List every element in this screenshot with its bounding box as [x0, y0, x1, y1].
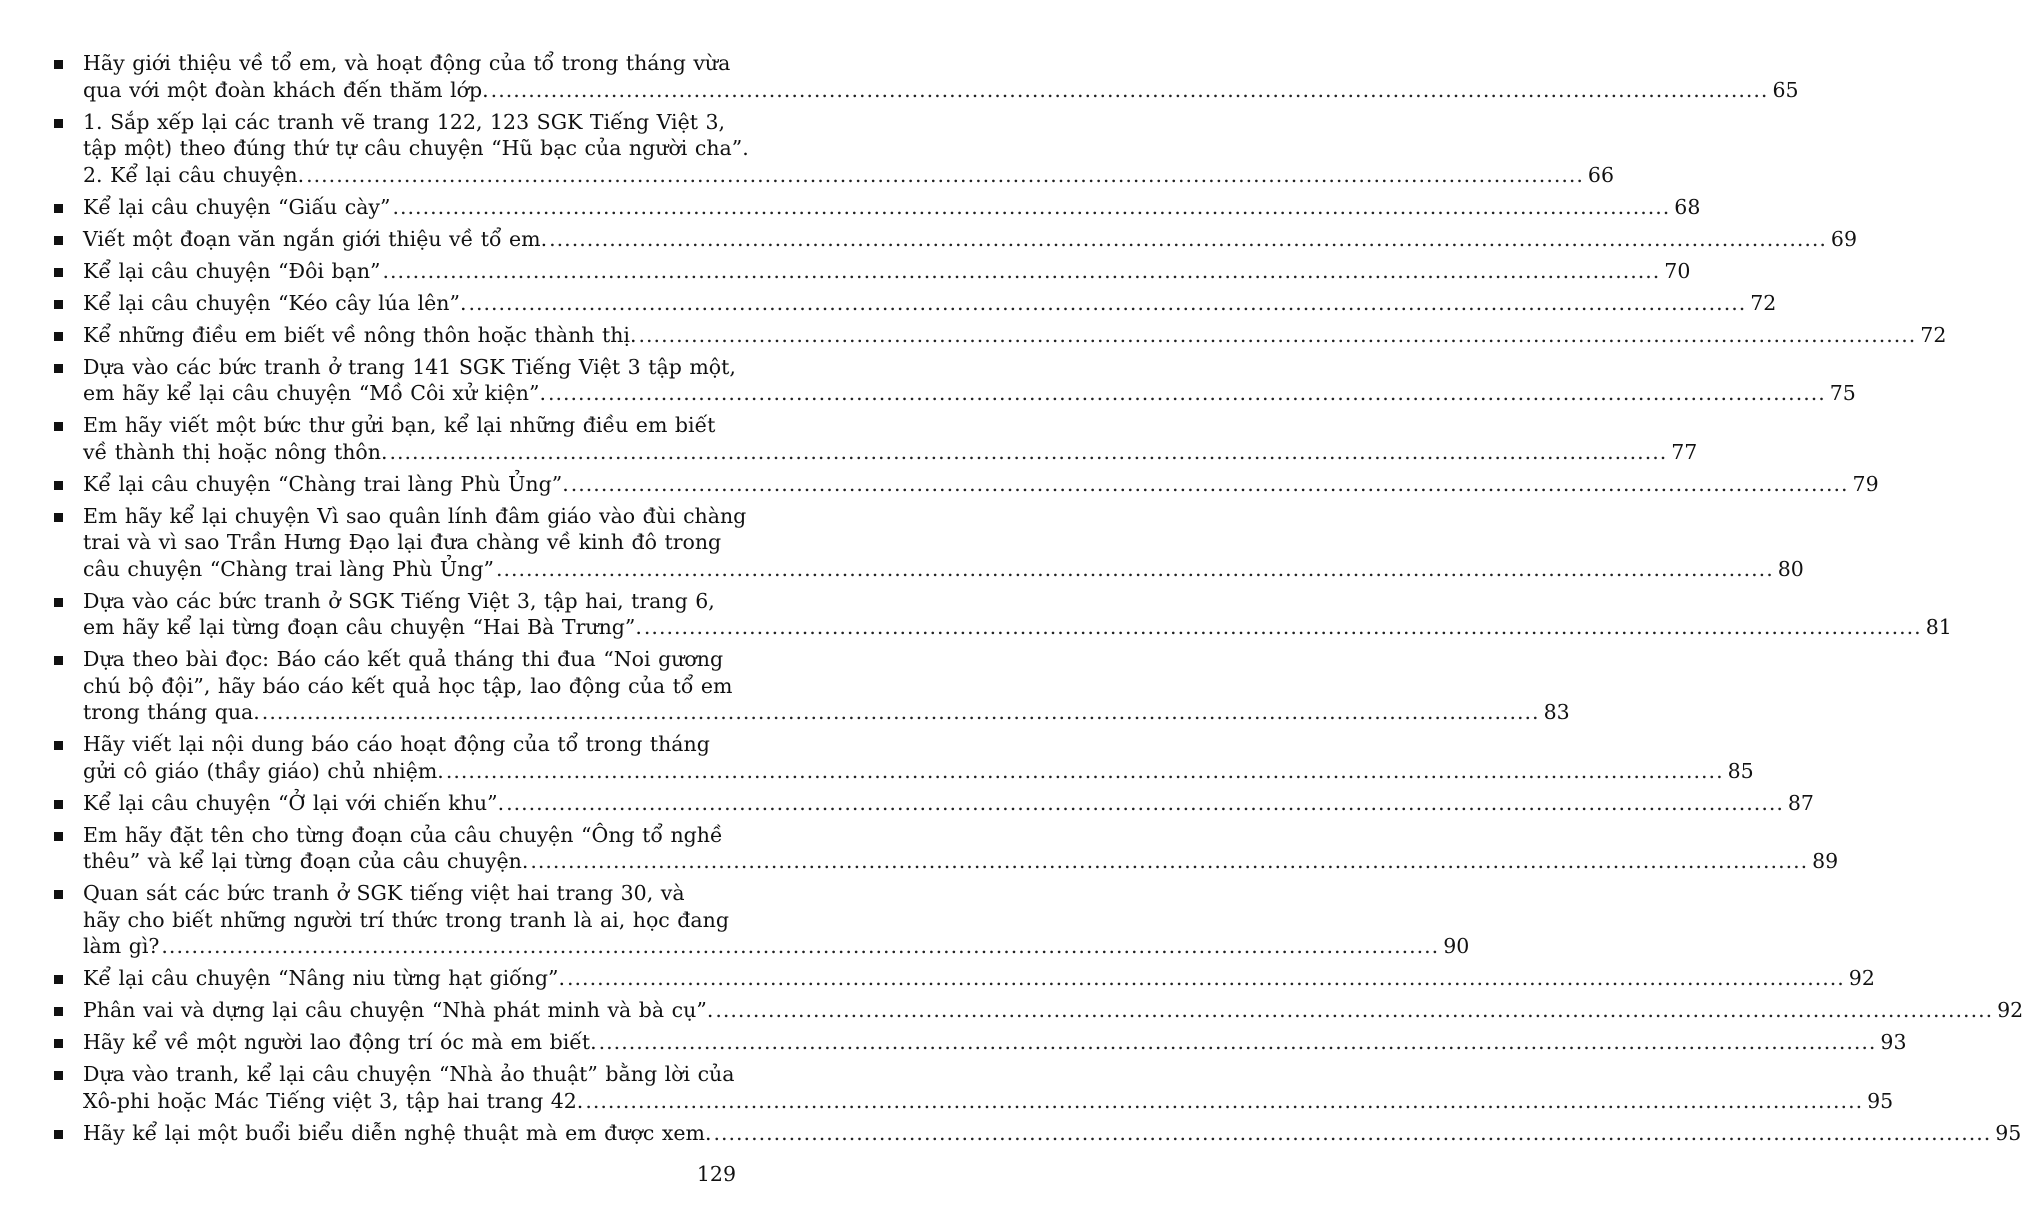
toc-entry-text	[83, 1061, 1893, 1114]
toc-entry-last-line	[83, 758, 1754, 785]
dot-leader	[713, 1120, 1991, 1147]
toc-entry-title: Kể những điều em biết về nông thôn hoặc thành thị.	[83, 322, 637, 347]
toc-entry-page: 95	[1867, 1088, 1894, 1113]
toc-entry-title: Kể lại câu chuyện “Kéo cây lúa lên”.	[83, 290, 467, 315]
toc-entry-title: Xô-phi hoặc Mác Tiếng việt 3, tập hai trang 42.	[83, 1088, 584, 1113]
toc-entry-last-line	[83, 439, 1697, 466]
dot-leader	[530, 848, 1808, 875]
square-bullet-icon	[54, 236, 63, 245]
toc-entry	[52, 226, 1858, 253]
toc-entry-text	[83, 880, 1469, 960]
toc-entry-title: Viết một đoạn văn ngắn giới thiệu về tổ em.	[83, 226, 548, 251]
toc-entry-text	[83, 790, 1814, 817]
toc-entry-text	[83, 1120, 2021, 1147]
toc-entry-title: Kể lại câu chuyện “Chàng trai làng Phù Ủng”.	[83, 471, 569, 496]
toc-entry-page: 80	[1777, 556, 1804, 581]
toc-entry-last-line	[83, 380, 1856, 407]
square-bullet-icon	[54, 422, 63, 431]
dot-leader	[549, 226, 1827, 253]
toc-entry-page: 66	[1587, 162, 1614, 187]
square-bullet-icon	[54, 598, 63, 607]
toc-entry-page: 92	[1997, 998, 2023, 1022]
toc-entry-line: Dựa theo bài đọc: Báo cáo kết quả tháng thi đua “Noi gương	[83, 647, 724, 671]
toc-entry-last-line	[83, 1088, 1893, 1115]
toc-entry-text	[83, 354, 1856, 407]
toc-entry	[52, 790, 1814, 817]
square-bullet-icon	[54, 1130, 63, 1139]
dot-leader	[567, 965, 1845, 992]
toc-entry-last-line	[83, 194, 1700, 221]
toc-entry-last-line	[83, 997, 2023, 1024]
toc-entry	[52, 880, 1470, 960]
square-bullet-icon	[54, 832, 63, 841]
toc-entry-title: em hãy kể lại từng đoạn câu chuyện “Hai Bà Trưng”.	[83, 615, 642, 639]
toc-entry-page: 69	[1830, 226, 1858, 251]
toc-entry-last-line	[83, 790, 1814, 817]
toc-entry	[52, 503, 1804, 583]
toc-entry-line: Dựa vào tranh, kể lại câu chuyện “Nhà ảo thuật” bằng lời của	[83, 1062, 735, 1086]
toc-entry-title: làm gì?	[83, 934, 160, 958]
square-bullet-icon	[54, 1071, 63, 1080]
toc-entry-last-line	[83, 471, 1879, 498]
toc-entry-title: về thành thị hoặc nông thôn.	[83, 439, 388, 464]
dot-leader	[506, 790, 1784, 817]
toc-entry	[52, 588, 1952, 641]
toc-entry-last-line	[83, 1120, 2021, 1147]
toc-entry-page: 89	[1812, 849, 1839, 873]
toc-entry-last-line	[83, 226, 1857, 253]
toc-entry-text	[83, 194, 1700, 221]
toc-entry	[52, 731, 1754, 784]
toc-entry-page: 70	[1664, 258, 1691, 283]
dot-leader	[715, 997, 1993, 1024]
dot-leader	[161, 933, 1439, 960]
dot-leader	[548, 380, 1826, 407]
dot-leader	[491, 77, 1769, 104]
toc-entry	[52, 1120, 2022, 1147]
toc-entry-text	[83, 997, 2023, 1024]
toc-entry-line: Dựa vào các bức tranh ở SGK Tiếng Việt 3, tập hai, trang 6,	[83, 588, 715, 613]
toc-entry-title: Kể lại câu chuyện “Nâng niu từng hạt giống”.	[83, 966, 566, 990]
toc-entry	[52, 194, 1701, 221]
toc-entry	[52, 50, 1799, 103]
toc-entry-title: trong tháng qua.	[83, 700, 260, 724]
toc-entry-title: Kể lại câu chuyện “Giấu cày”	[83, 194, 391, 219]
toc-entry-last-line	[83, 162, 1614, 189]
toc-entry-last-line	[83, 1029, 1907, 1056]
toc-entry	[52, 109, 1614, 189]
square-bullet-icon	[54, 656, 63, 665]
dot-leader	[599, 1029, 1877, 1056]
toc-entry	[52, 412, 1698, 465]
square-bullet-icon	[54, 975, 63, 984]
dot-leader	[383, 258, 1661, 285]
toc-entry-text	[83, 588, 1952, 641]
toc-entry	[52, 471, 1879, 498]
toc-entry-page: 75	[1829, 381, 1856, 405]
toc-entry-title: Phân vai và dựng lại câu chuyện “Nhà phát minh và bà cụ”.	[83, 998, 714, 1022]
toc-entry-text	[83, 322, 1946, 349]
toc-entry-title: Kể lại câu chuyện “Ở lại với chiến khu”.	[83, 790, 505, 815]
toc-entry-page: 65	[1772, 77, 1799, 102]
dot-leader	[644, 614, 1922, 641]
toc-entry-line: Em hãy đặt tên cho từng đoạn của câu chuyện “Ông tổ nghề	[83, 822, 723, 847]
toc-entry-line: Dựa vào các bức tranh ở trang 141 SGK Tiếng Việt 3 tập một,	[83, 354, 736, 379]
toc-entry-line: 1. Sắp xếp lại các tranh vẽ trang 122, 123 SGK Tiếng Việt 3,	[83, 109, 726, 134]
toc-entry-line: Quan sát các bức tranh ở SGK tiếng việt hai trang 30, và	[83, 881, 685, 905]
toc-entry-page: 72	[1750, 290, 1777, 315]
toc-entry-page: 77	[1671, 439, 1698, 464]
toc-entry-page: 95	[1995, 1120, 2022, 1145]
toc-entry-text	[83, 822, 1838, 875]
toc-entry-last-line	[83, 290, 1776, 317]
toc-entry-last-line	[83, 614, 1952, 641]
toc-entry-text	[83, 965, 1875, 992]
toc-entry	[52, 822, 1839, 875]
dot-leader	[639, 322, 1917, 349]
dot-leader	[389, 439, 1667, 466]
dot-leader	[306, 162, 1584, 189]
square-bullet-icon	[54, 800, 63, 809]
dot-leader	[446, 758, 1724, 785]
toc-entry-page: 72	[1920, 322, 1947, 347]
toc-entry-text	[83, 503, 1804, 583]
toc-entry	[52, 322, 1947, 349]
toc-entry	[52, 258, 1691, 285]
dot-leader	[585, 1088, 1863, 1115]
toc-entry	[52, 290, 1777, 317]
toc-entry-last-line	[83, 965, 1875, 992]
toc-entry-title: em hãy kể lại câu chuyện “Mồ Côi xử kiện”.	[83, 381, 546, 405]
toc-entry-last-line	[83, 848, 1838, 875]
toc-entry-last-line	[83, 322, 1946, 349]
toc-entry-page: 85	[1727, 758, 1754, 783]
square-bullet-icon	[54, 300, 63, 309]
toc-entry-last-line	[83, 699, 1570, 726]
toc-entry-line: hãy cho biết những người trí thức trong tranh là ai, học đang	[83, 907, 729, 932]
toc-entry-text	[83, 1029, 1907, 1056]
toc-entry-text	[83, 646, 1570, 726]
toc-entry-text	[83, 471, 1879, 498]
toc-entry-title: 2. Kể lại câu chuyện.	[83, 162, 305, 187]
toc-entry-line: trai và vì sao Trần Hưng Đạo lại đưa chàng về kinh đô trong	[83, 530, 722, 554]
toc-entry-text	[83, 731, 1754, 784]
square-bullet-icon	[54, 1007, 63, 1016]
square-bullet-icon	[54, 364, 63, 373]
toc-entry-page: 92	[1848, 966, 1875, 990]
toc-entry-line: chú bộ đội”, hãy báo cáo kết quả học tập, lao động của tổ em	[83, 673, 733, 698]
square-bullet-icon	[54, 890, 63, 899]
dot-leader	[571, 471, 1849, 498]
toc-entry-text	[83, 412, 1697, 465]
toc-entry	[52, 1029, 1907, 1056]
table-of-contents	[52, 50, 2023, 1152]
toc-entry-title: câu chuyện “Chàng trai làng Phù Ủng”	[83, 556, 494, 581]
toc-entry-page: 90	[1443, 934, 1470, 958]
square-bullet-icon	[54, 268, 63, 277]
toc-entry-text	[83, 50, 1799, 103]
toc-entry-title: gửi cô giáo (thầy giáo) chủ nhiệm.	[83, 758, 444, 783]
dot-leader	[393, 194, 1671, 221]
toc-entry-text	[83, 109, 1614, 189]
square-bullet-icon	[54, 332, 63, 341]
toc-entry-last-line	[83, 258, 1690, 285]
toc-entry-text	[83, 290, 1776, 317]
toc-entry-page: 93	[1880, 1030, 1907, 1054]
square-bullet-icon	[54, 60, 63, 69]
toc-entry-title: thêu” và kể lại từng đoạn của câu chuyện.	[83, 849, 529, 873]
square-bullet-icon	[54, 119, 63, 128]
toc-entry-line: Hãy giới thiệu về tổ em, và hoạt động của tổ trong tháng vừa	[83, 51, 731, 75]
dot-leader	[262, 699, 1540, 726]
toc-entry-line: tập một) theo đúng thứ tự câu chuyện “Hũ bạc của người cha”.	[83, 136, 749, 160]
dot-leader	[496, 556, 1774, 583]
square-bullet-icon	[54, 1039, 63, 1048]
toc-entry-title: Hãy kể lại một buổi biểu diễn nghệ thuật mà em được xem.	[83, 1120, 712, 1145]
toc-entry-page: 68	[1674, 194, 1701, 219]
toc-entry-page: 81	[1925, 615, 1952, 639]
square-bullet-icon	[54, 481, 63, 490]
toc-entry-title: Hãy kể về một người lao động trí óc mà em biết.	[83, 1030, 597, 1054]
toc-entry-text	[83, 226, 1857, 253]
toc-entry-line: Em hãy kể lại chuyện Vì sao quân lính đâm giáo vào đùi chàng	[83, 503, 747, 528]
square-bullet-icon	[54, 513, 63, 522]
toc-entry-last-line	[83, 77, 1799, 104]
toc-entry-page: 83	[1543, 700, 1570, 724]
toc-entry-page: 87	[1787, 790, 1814, 815]
toc-entry-page: 79	[1852, 471, 1879, 496]
square-bullet-icon	[54, 741, 63, 750]
toc-entry-last-line	[83, 556, 1804, 583]
square-bullet-icon	[54, 204, 63, 213]
toc-entry-title: qua với một đoàn khách đến thăm lớp.	[83, 77, 489, 102]
toc-entry-line: Em hãy viết một bức thư gửi bạn, kể lại những điều em biết	[83, 413, 716, 437]
toc-entry	[52, 1061, 1894, 1114]
toc-entry-last-line	[83, 933, 1469, 960]
toc-entry-title: Kể lại câu chuyện “Đôi bạn”	[83, 258, 381, 283]
toc-entry	[52, 354, 1856, 407]
toc-entry	[52, 965, 1875, 992]
page-number: 129	[696, 1162, 736, 1186]
toc-entry	[52, 997, 2023, 1024]
dot-leader	[468, 290, 1746, 317]
toc-entry-line: Hãy viết lại nội dung báo cáo hoạt động của tổ trong tháng	[83, 732, 710, 756]
toc-entry	[52, 646, 1570, 726]
toc-entry-text	[83, 258, 1690, 285]
